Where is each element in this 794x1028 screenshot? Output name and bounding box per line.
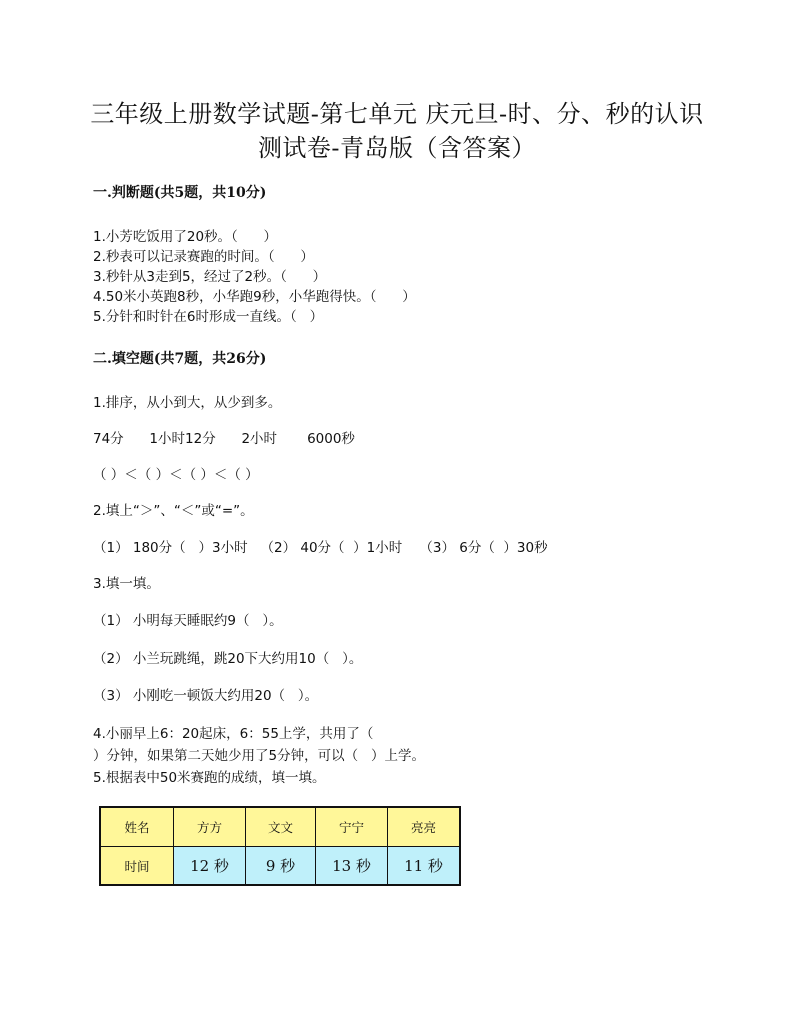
fill-q3-text: 3.填一填。 — [93, 576, 160, 592]
fill-q3-item-2: （2） 小兰玩跳绳，跳20下大约用10（ ）。 — [93, 651, 363, 667]
table-header-row — [100, 807, 460, 847]
table-cell: 文文 — [246, 807, 316, 847]
judgment-item-5: 5.分针和时针在6时形成一直线。（ ） — [93, 309, 324, 325]
table-cell: 12 秒 — [174, 847, 246, 886]
section1-heading: 一.判断题(共5题，共10分) — [93, 185, 267, 201]
document-title-line2: 测试卷-青岛版（含答案） — [257, 134, 537, 162]
fill-q1-blanks: （ ）＜（ ）＜（ ）＜（ ） — [93, 467, 259, 483]
table-cell: 宁宁 — [316, 807, 388, 847]
judgment-item-3: 3.秒针从3走到5，经过了2秒。（ ） — [93, 269, 327, 285]
fill-q5-text: 5.根据表中50米赛跑的成绩，填一填。 — [93, 770, 326, 786]
table-row — [100, 847, 460, 886]
document-title-line1: 三年级上册数学试题-第七单元 庆元旦-时、分、秒的认识 — [90, 100, 704, 128]
table-cell: 13 秒 — [316, 847, 388, 886]
table-cell: 姓名 — [100, 807, 174, 847]
judgment-item-4: 4.50米小英跑8秒，小华跑9秒，小华跑得快。（ ） — [93, 289, 416, 305]
section2-heading: 二.填空题(共7题，共26分) — [93, 351, 267, 367]
table-cell: 9 秒 — [246, 847, 316, 886]
fill-q2-row: （1） 180分（ ）3小时 （2） 40分（ ）1小时 （3） 6分（ ）30秒 — [93, 540, 548, 556]
fill-q4-line2: ）分钟，如果第二天她少用了5分钟，可以（ ）上学。 — [93, 748, 425, 764]
table-cell: 时间 — [100, 847, 174, 886]
fill-q1-values: 74分 1小时12分 2小时 6000秒 — [93, 431, 355, 447]
fill-q2-text: 2.填上“＞”、“＜”或“=”。 — [93, 503, 254, 519]
judgment-item-1: 1.小芳吃饭用了20秒。（ ） — [93, 229, 278, 245]
table-cell: 方方 — [174, 807, 246, 847]
fill-q1-text: 1.排序，从小到大，从少到多。 — [93, 395, 282, 411]
table-cell: 亮亮 — [388, 807, 461, 847]
race-results-table — [99, 806, 461, 886]
fill-q3-item-1: （1） 小明每天睡眠约9（ ）。 — [93, 613, 283, 629]
fill-q3-item-3: （3） 小刚吃一顿饭大约用20（ ）。 — [93, 688, 319, 704]
fill-q4-line1: 4.小丽早上6：20起床，6：55上学，共用了（ — [93, 726, 374, 742]
table-cell: 11 秒 — [388, 847, 461, 886]
judgment-item-2: 2.秒表可以记录赛跑的时间。（ ） — [93, 249, 314, 265]
